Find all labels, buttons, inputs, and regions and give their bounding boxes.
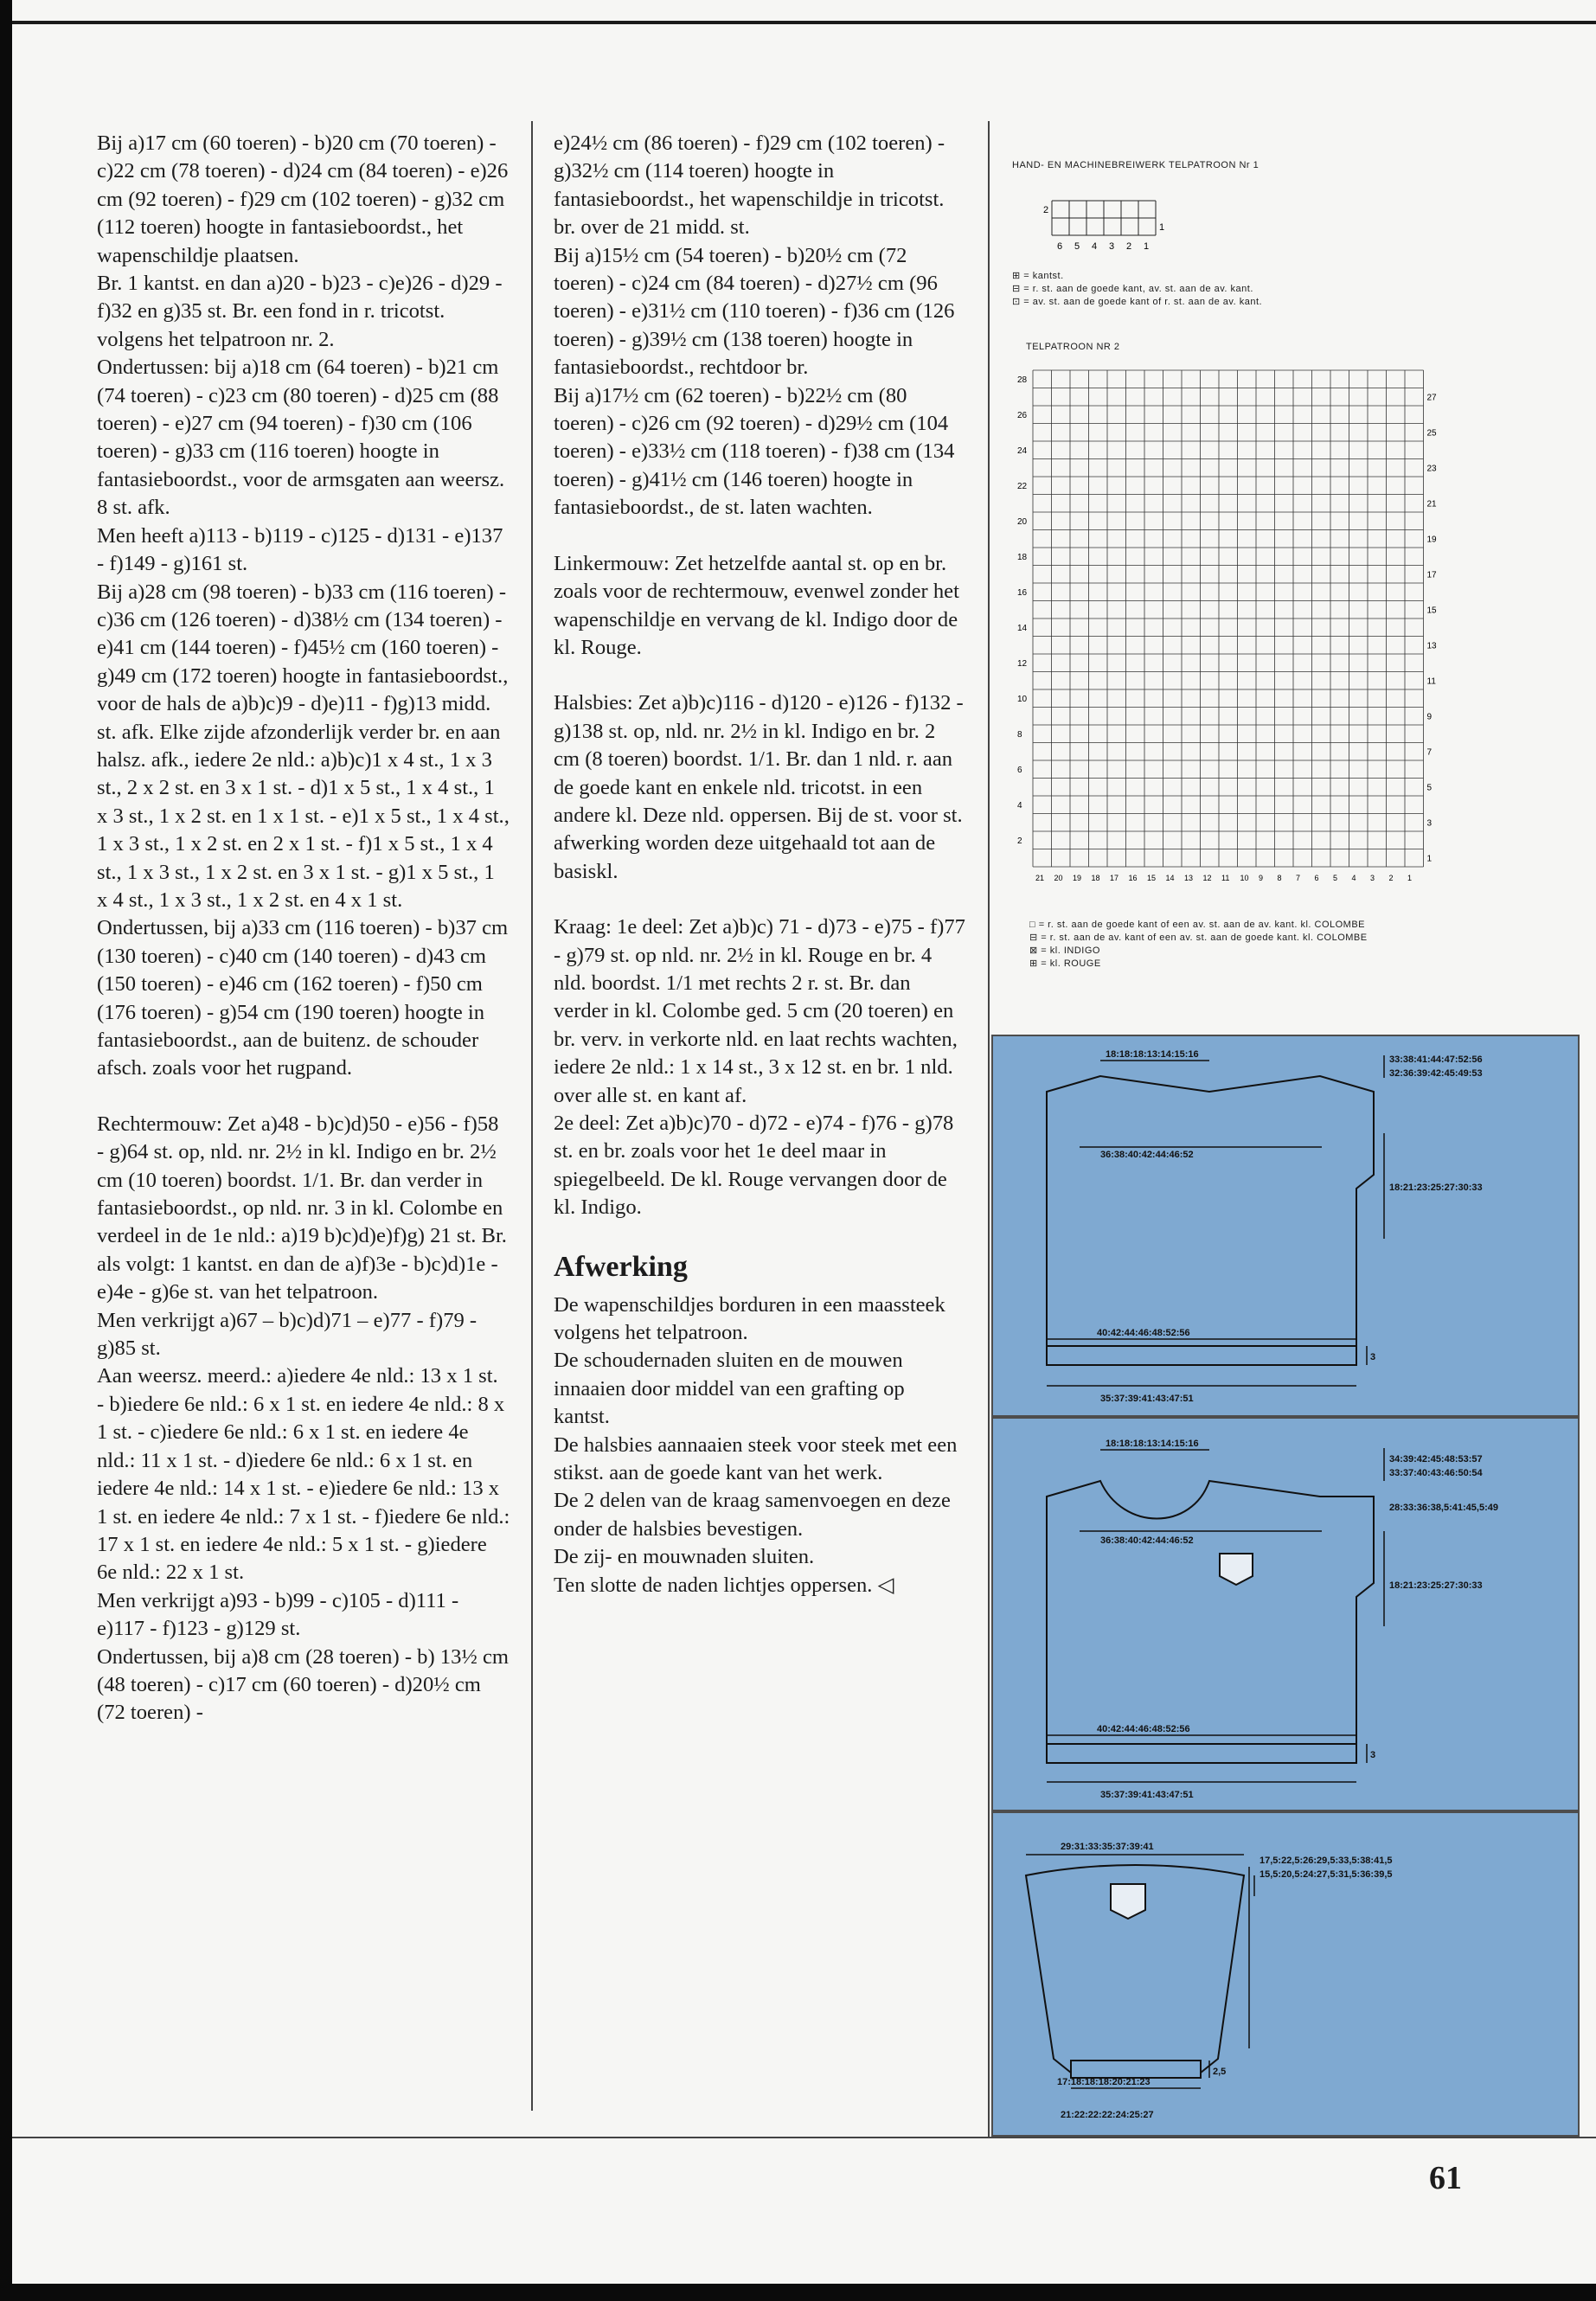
col-label: 19 <box>1073 874 1082 882</box>
page-edge-left <box>0 0 12 2301</box>
col-label: 6 <box>1314 874 1319 882</box>
row-label: 9 <box>1426 712 1433 722</box>
dim-label: 29:31:33:35:37:39:41 <box>1061 1842 1154 1852</box>
dim-label: 17:18:18:18:20:21:23 <box>1057 2077 1151 2087</box>
dim-label: 18:18:18:13:14:15:16 <box>1106 1049 1199 1060</box>
row-label: 1 <box>1159 222 1165 233</box>
row-label: 27 <box>1426 393 1437 403</box>
schematic-front-panel <box>991 1417 1580 1811</box>
col-label: 4 <box>1351 874 1356 882</box>
legend-dash-square-icon: ⊟ <box>1029 933 1042 943</box>
paragraph: Bij a)17 cm (60 toeren) - b)20 cm (70 toeren) - c)22 cm (78 toeren) - d)24 cm (84 toeren) - e)26 cm (92 toeren) - f)29 cm (102 toeren) - g)32 cm (112 toeren) hoogte in fantasieboordst., het wapenschildje plaatsen. <box>97 131 509 267</box>
col-label: 15 <box>1147 874 1157 882</box>
legend-cross-square-icon: ⊠ <box>1029 945 1042 956</box>
col-label: 5 <box>1074 241 1080 252</box>
col-label: 2 <box>1126 241 1132 252</box>
row-label: 3 <box>1426 818 1433 829</box>
col-label: 1 <box>1144 241 1150 252</box>
col-label: 20 <box>1054 874 1063 882</box>
row-label: 8 <box>1017 730 1022 740</box>
dim-label: 28:33:36:38,5:41:45,5:49 <box>1389 1503 1498 1513</box>
paragraph: Men heeft a)113 - b)119 - c)125 - d)131 - e)137 - f)149 - g)161 st. <box>97 523 503 576</box>
row-label: 6 <box>1017 766 1022 775</box>
row-label: 12 <box>1017 659 1028 669</box>
paragraph: Linkermouw: Zet hetzelfde aantal st. op en br. zoals voor de rechtermouw, evenwel zonder het wapenschildje en vervang de kl. Indigo door de kl. Rouge. <box>554 551 959 659</box>
col-label: 4 <box>1092 241 1098 252</box>
row-label: 5 <box>1426 783 1433 793</box>
col-label: 8 <box>1277 874 1282 882</box>
paragraph: Bij a)17½ cm (62 toeren) - b)22½ cm (80 toeren) - c)26 cm (92 toeren) - d)29½ cm (104 toeren) - e)33½ cm (118 toeren) - f)38 cm (134 toeren) - g)41½ cm (146 toeren) hoogte in fantasieboordst., de st. laten wachten. <box>554 383 955 520</box>
col-label: 18 <box>1091 874 1100 882</box>
paragraph: Men verkrijgt a)67 – b)c)d)71 – e)77 - f)79 - g)85 st. <box>97 1308 478 1361</box>
col-label: 3 <box>1109 241 1115 252</box>
paragraph: De wapenschildjes borduren in een maassteek volgens het telpatroon. <box>554 1292 945 1345</box>
paragraph: Men verkrijgt a)93 - b)99 - c)105 - d)111 - e)117 - f)123 - g)129 st. <box>97 1588 459 1641</box>
paragraph: Ten slotte de naden lichtjes oppersen. ◁ <box>554 1573 894 1597</box>
pattern2-legend <box>1029 919 1368 971</box>
paragraph: Bij a)15½ cm (54 toeren) - b)20½ cm (72 toeren) - c)24 cm (84 toeren) - d)27½ cm (96 toeren) - e)31½ cm (110 toeren) - f)36 cm (126 toeren) - g)39½ cm (138 toeren) hoogte in fantasieboordst., rechtdoor br. <box>554 243 955 380</box>
dim-label: 36:38:40:42:44:46:52 <box>1100 1150 1194 1160</box>
paragraph: Ondertussen: bij a)18 cm (64 toeren) - b)21 cm (74 toeren) - c)23 cm (80 toeren) - d)25 cm (88 toeren) - e)27 cm (94 toeren) - f)30 cm (106 toeren) - g)33 cm (116 toeren) hoogte in fantasieboordst., voor de armsgaten aan weersz. 8 st. afk. <box>97 356 505 520</box>
pattern-panel <box>991 130 1562 1029</box>
paragraph: Aan weersz. meerd.: a)iedere 4e nld.: 13 x 1 st. - b)iedere 6e nld.: 6 x 1 st. en iedere 4e nld.: 8 x 1 st. - c)iedere 6e nld.: 6 x 1 st. en iedere 4e nld.: 11 x 1 st. - d)iedere 6e nld.: 6 x 1 st. en iedere 4e nld.: 14 x 1 st. - e)iedere 6e nld.: 13 x 1 st. en iedere 4e nld.: 7 x 1 st. - f)iedere 6e nld.: 17 x 1 st. en iedere 4e nld.: 5 x 1 st. - g)iedere 6e nld.: 22 x 1 st. <box>97 1364 510 1585</box>
row-label: 15 <box>1426 606 1437 616</box>
paragraph: De 2 delen van de kraag samenvoegen en deze onder de halsbies bevestigen. <box>554 1489 951 1541</box>
dim-label: 18:21:23:25:27:30:33 <box>1389 1183 1483 1193</box>
row-label: 13 <box>1426 641 1437 651</box>
paragraph: De schoudernaden sluiten en de mouwen innaaien door middel van een grafting op kantst. <box>554 1349 905 1429</box>
legend-item: ⊞ = kantst. <box>1012 271 1064 281</box>
dim-label: 3 <box>1370 1750 1376 1760</box>
col-label: 7 <box>1296 874 1301 882</box>
row-label: 4 <box>1017 801 1022 811</box>
paragraph: Rechtermouw: Zet a)48 - b)c)d)50 - e)56 - f)58 - g)64 st. op, nld. nr. 2½ in kl. Indigo en br. 2½ cm (10 toeren) boordst. 1/1. Br. dan verder in fantasieboordst., op nld. nr. 3 in kl. Colombe en verdeel in de 1e nld.: a)19 b)c)d)e)f)g) 21 st. Br. als volgt: 1 kantst. en dan de a)f)3e - b)c)d)1e - e)4e - g)6e st. van het telpatroon. <box>97 1112 507 1304</box>
schematic-back <box>993 1036 1578 1415</box>
paragraph: Br. 1 kantst. en dan a)20 - b)23 - c)e)26 - d)29 - f)32 en g)35 st. Br. een fond in r. tricotst. volgens het telpatroon nr. 2. <box>97 272 503 351</box>
col-label: 9 <box>1259 874 1264 882</box>
row-label: 22 <box>1017 482 1028 491</box>
dim-label: 18:18:18:13:14:15:16 <box>1106 1439 1199 1449</box>
row-label: 2 <box>1043 205 1049 215</box>
pattern2-title: TELPATROON NR 2 <box>1026 342 1120 352</box>
row-label: 28 <box>1017 375 1028 385</box>
page-number: 61 <box>1429 2160 1462 2196</box>
dim-label: 18:21:23:25:27:30:33 <box>1389 1580 1483 1591</box>
dim-label: 2,5 <box>1213 2067 1227 2077</box>
legend-item: ⊟ = r. st. aan de av. kant of een av. st. aan de goede kant. kl. COLOMBE <box>1029 933 1368 943</box>
dim-label: 32:36:39:42:45:49:53 <box>1389 1068 1483 1079</box>
schematic-back-panel <box>991 1035 1580 1417</box>
col-label: 2 <box>1388 874 1394 882</box>
dim-label: 33:38:41:44:47:52:56 <box>1389 1054 1483 1065</box>
row-label: 7 <box>1426 747 1433 758</box>
row-label: 11 <box>1426 676 1436 687</box>
row-label: 20 <box>1017 517 1028 527</box>
schematic-front <box>993 1419 1578 1810</box>
row-label: 19 <box>1426 535 1437 545</box>
col-label: 21 <box>1035 874 1045 882</box>
dim-label: 35:37:39:41:43:47:51 <box>1100 1394 1194 1404</box>
legend-item: □ = r. st. aan de goede kant of een av. st. aan de av. kant. kl. COLOMBE <box>1029 920 1366 930</box>
dim-label: 15,5:20,5:24:27,5:31,5:36:39,5 <box>1259 1869 1393 1880</box>
dim-label: 17,5:22,5:26:29,5:33,5:38:41,5 <box>1259 1856 1393 1866</box>
top-rule <box>12 21 1596 24</box>
col-label: 5 <box>1333 874 1338 882</box>
paragraph: 2e deel: Zet a)b)c)70 - d)72 - e)74 - f)76 - g)78 st. en br. zoals voor het 1e deel maar in spiegelbeeld. De kl. Rouge vervangen door de kl. Indigo. <box>554 1112 954 1220</box>
column-divider <box>988 121 990 2137</box>
paragraph: e)24½ cm (86 toeren) - f)29 cm (102 toeren) - g)32½ cm (114 toeren) hoogte in fantasieboordst., het wapenschildje in tricotst. br. over de 21 midd. st. <box>554 131 945 240</box>
col-label: 1 <box>1407 874 1413 882</box>
row-label: 25 <box>1426 428 1437 439</box>
paragraph: Kraag: 1e deel: Zet a)b)c) 71 - d)73 - e)75 - f)77 - g)79 st. op nld. nr. 2½ in kl. Rouge en br. 4 nld. boordst. 1/1 met rechts 2 r. st. Br. dan verder in kl. Colombe ged. 5 cm (20 toeren) en br. verv. in verkorte nld. en laat rechts wachten, iedere 2e nld.: 1 x 14 st., 3 x 12 st. en br. 1 nld. over alle st. en kant af. <box>554 915 965 1107</box>
col-label: 6 <box>1057 241 1063 252</box>
paragraph: Ondertussen, bij a)8 cm (28 toeren) - b) 13½ cm (48 toeren) - c)17 cm (60 toeren) - d)20½ cm (72 toeren) - <box>97 1644 510 1725</box>
col-label: 11 <box>1221 874 1230 882</box>
col-label: 13 <box>1184 874 1194 882</box>
page-edge-bottom <box>12 2284 1596 2301</box>
section-heading-afwerking: Afwerking <box>554 1250 688 1283</box>
paragraph: Halsbies: Zet a)b)c)116 - d)120 - e)126 - f)132 - g)138 st. op, nld. nr. 2½ in kl. Indigo en br. 2 cm (8 toeren) boordst. 1/1. Br. dan 1 nld. r. aan de goede kant en enkele nld. tricotst. in een andere kl. Deze nld. oppersen. Bij de st. voor st. afwerking worden deze uitgehaald tot aan de basiskl. <box>554 691 964 883</box>
dim-label: 3 <box>1370 1352 1376 1362</box>
pattern1-chart <box>1017 190 1277 268</box>
legend-item: ⊟ = r. st. aan de goede kant, av. st. aan de av. kant. <box>1012 284 1253 294</box>
row-label: 2 <box>1017 836 1022 846</box>
footer-rule <box>12 2137 1596 2138</box>
dim-label: 35:37:39:41:43:47:51 <box>1100 1790 1194 1800</box>
dim-label: 36:38:40:42:44:46:52 <box>1100 1535 1194 1546</box>
row-label: 10 <box>1017 695 1028 704</box>
legend-kantst-icon: ⊞ <box>1012 271 1024 281</box>
dim-label: 33:37:40:43:46:50:54 <box>1389 1468 1483 1478</box>
dim-label: 40:42:44:46:48:52:56 <box>1097 1724 1190 1734</box>
row-label: 17 <box>1426 570 1437 580</box>
pattern1-title: HAND- EN MACHINEBREIWERK TELPATROON Nr 1 <box>1012 160 1259 170</box>
dim-label: 34:39:42:45:48:53:57 <box>1389 1454 1483 1465</box>
legend-item: ⊞ = kl. ROUGE <box>1029 958 1101 969</box>
paragraph: De halsbies aannaaien steek voor steek met een stikst. aan de goede kant van het werk. <box>554 1433 958 1485</box>
row-label: 23 <box>1426 464 1437 474</box>
legend-plus-square-icon: ⊞ <box>1029 958 1042 969</box>
legend-purl-stitch-icon: ⊡ <box>1012 297 1024 307</box>
paragraph: De zij- en mouwnaden sluiten. <box>554 1545 815 1569</box>
row-label: 1 <box>1426 854 1433 864</box>
schematic-sleeve-panel <box>991 1811 1580 2137</box>
schematic-sleeve <box>993 1813 1578 2135</box>
col-label: 14 <box>1165 874 1175 882</box>
legend-empty-square-icon: □ <box>1029 920 1039 930</box>
col-label: 17 <box>1110 874 1119 882</box>
col-label: 16 <box>1128 874 1138 882</box>
dim-label: 40:42:44:46:48:52:56 <box>1097 1328 1190 1338</box>
col-label: 12 <box>1202 874 1212 882</box>
crest-pocket-icon <box>1111 1884 1145 1919</box>
row-label: 21 <box>1426 499 1437 510</box>
col-label: 3 <box>1370 874 1375 882</box>
row-label: 14 <box>1017 624 1028 633</box>
dim-label: 21:22:22:22:24:25:27 <box>1061 2110 1154 2120</box>
legend-item: ⊠ = kl. INDIGO <box>1029 945 1100 956</box>
paragraph: Ondertussen, bij a)33 cm (116 toeren) - b)37 cm (130 toeren) - c)40 cm (140 toeren) - d)43 cm (150 toeren) - e)46 cm (162 toeren) - f)50 cm (176 toeren) - g)54 cm (190 toeren) hoogte in fantasieboordst., aan de buitenz. de schouder afsch. zoals voor het rugpand. <box>97 916 509 1080</box>
row-label: 26 <box>1017 411 1028 420</box>
row-label: 24 <box>1017 446 1028 456</box>
pattern1-legend <box>1012 270 1262 309</box>
paragraph: Bij a)28 cm (98 toeren) - b)33 cm (116 toeren) - c)36 cm (126 toeren) - d)38½ cm (134 toeren) - e)41 cm (144 toeren) - f)45½ cm (160 toeren) - g)49 cm (172 toeren) hoogte in fantasieboordst., voor de hals de a)b)c)9 - d)e)11 - f)g)13 midd. st. afk. Elke zijde afzonderlijk verder br. en aan halsz. afk., iedere 2e nld.: a)b)c)1 x 4 st., 1 x 3 st., 2 x 2 st. en 3 x 1 st. - d)1 x 5 st., 1 x 4 st., 1 x 3 st., 1 x 2 st. en 1 x 1 st. - e)1 x 5 st., 1 x 4 st., 1 x 3 st., 1 x 2 st. en 2 x 1 st. - f)1 x 5 st., 1 x 4 st., 1 x 3 st., 1 x 2 st. en 3 x 1 st. - g)1 x 5 st., 1 x 4 st., 1 x 3 st., 1 x 2 st. en 4 x 1 st. <box>97 580 510 912</box>
column-divider <box>531 121 533 2111</box>
legend-right-stitch-icon: ⊟ <box>1012 284 1024 294</box>
col-label: 10 <box>1240 874 1249 882</box>
row-label: 16 <box>1017 588 1028 598</box>
row-label: 18 <box>1017 553 1028 562</box>
legend-item: ⊡ = av. st. aan de goede kant of r. st. aan de av. kant. <box>1012 297 1263 307</box>
text-column-1 <box>97 130 510 1727</box>
text-column-2 <box>554 130 965 1599</box>
